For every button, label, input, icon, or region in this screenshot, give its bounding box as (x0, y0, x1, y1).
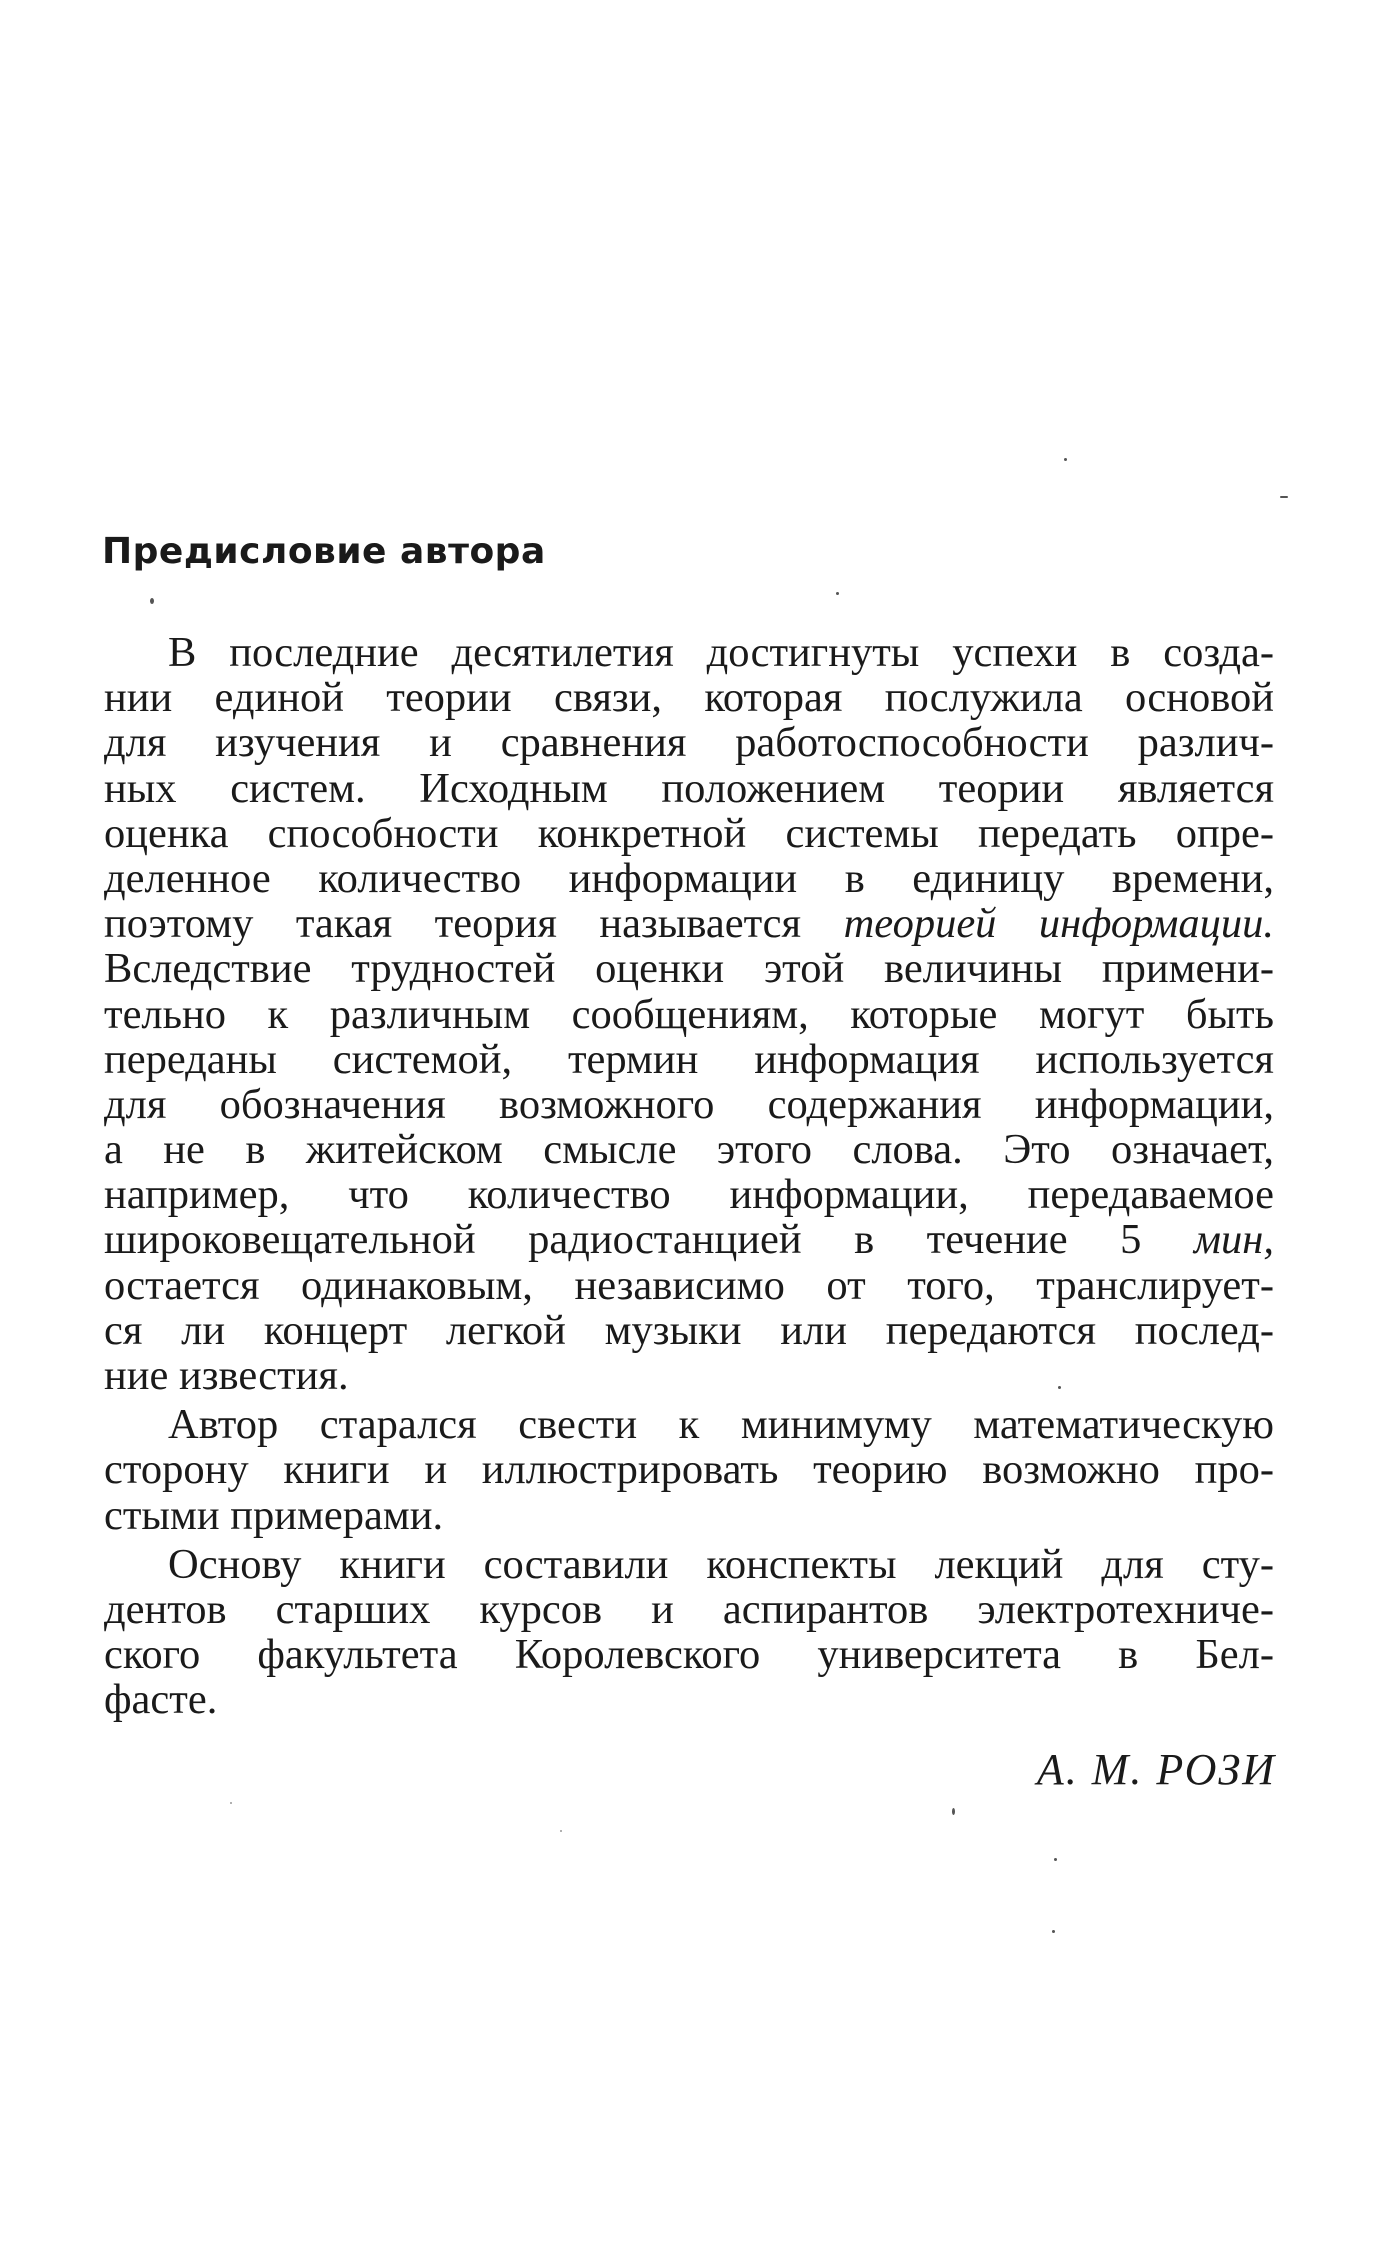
text-line: фасте. (104, 1677, 218, 1723)
text-line: стыми примерами. (104, 1492, 444, 1538)
scan-speck (1054, 1858, 1057, 1861)
text-line: например, что количество информации, передаваемое (104, 1172, 1274, 1218)
text-line: переданы системой, термин информация используется (104, 1036, 1274, 1082)
text-line: сторону книги и иллюстрировать теорию возможно про- (104, 1447, 1274, 1493)
text-line: а не в житейском смысле этого слова. Это означает, (104, 1127, 1274, 1173)
paragraph-3 (104, 1542, 1274, 1723)
text-line: нии единой теории связи, которая послужила основой (104, 675, 1274, 721)
text-line-with-emphasis (104, 1217, 1274, 1262)
text-line: для обозначения возможного содержания информации, (104, 1081, 1274, 1128)
text-fragment: поэтому такая теория называется (104, 901, 802, 947)
text-line: ных систем. Исходным положением теории является (104, 765, 1274, 811)
text-fragment: широковещательной радиостанцией в течение 5 (104, 1217, 1142, 1263)
scan-speck (1280, 496, 1288, 498)
scan-speck (1064, 458, 1067, 461)
text-line: Основу книги составили конспекты лекций для сту- (168, 1541, 1274, 1587)
paragraph-2 (104, 1402, 1274, 1538)
text-line-with-emphasis (104, 901, 1274, 946)
text-line: для изучения и сравнения работоспособности различ- (104, 720, 1274, 766)
text-line: ние известия. (104, 1353, 349, 1399)
text-line: дентов старших курсов и аспирантов электротехниче- (104, 1586, 1274, 1633)
preface-body (104, 630, 1274, 1723)
scan-speck (836, 592, 839, 595)
emphasized-unit: мин, (1193, 1217, 1274, 1263)
text-line: деленное количество информации в единицу времени, (104, 855, 1274, 902)
text-line: ся ли концерт легкой музыки или передаются послед- (104, 1307, 1274, 1353)
scan-speck (952, 1808, 955, 1815)
text-line: Автор старался свести к минимуму математическую (168, 1402, 1274, 1448)
emphasized-term: теорией информации. (843, 901, 1274, 947)
text-line: В последние десятилетия достигнуты успехи в созда- (168, 630, 1274, 676)
paragraph-1 (104, 630, 1274, 1398)
text-line: Вследствие трудностей оценки этой величины примени- (104, 946, 1274, 992)
scan-speck (230, 1802, 232, 1804)
author-signature: А. М. РОЗИ (1036, 1745, 1276, 1794)
text-line: тельно к различным сообщениям, которые могут быть (104, 991, 1274, 1037)
scan-speck (560, 1830, 562, 1832)
scan-speck (150, 598, 154, 604)
text-line: оценка способности конкретной системы передать опре- (104, 810, 1274, 856)
text-line: ского факультета Королевского университета в Бел- (104, 1632, 1274, 1678)
page-title: Предисловие автора (102, 531, 546, 572)
scan-speck (1052, 1930, 1055, 1933)
text-line: остается одинаковым, независимо от того, транслирует- (104, 1262, 1274, 1308)
scan-speck (1058, 1386, 1061, 1389)
